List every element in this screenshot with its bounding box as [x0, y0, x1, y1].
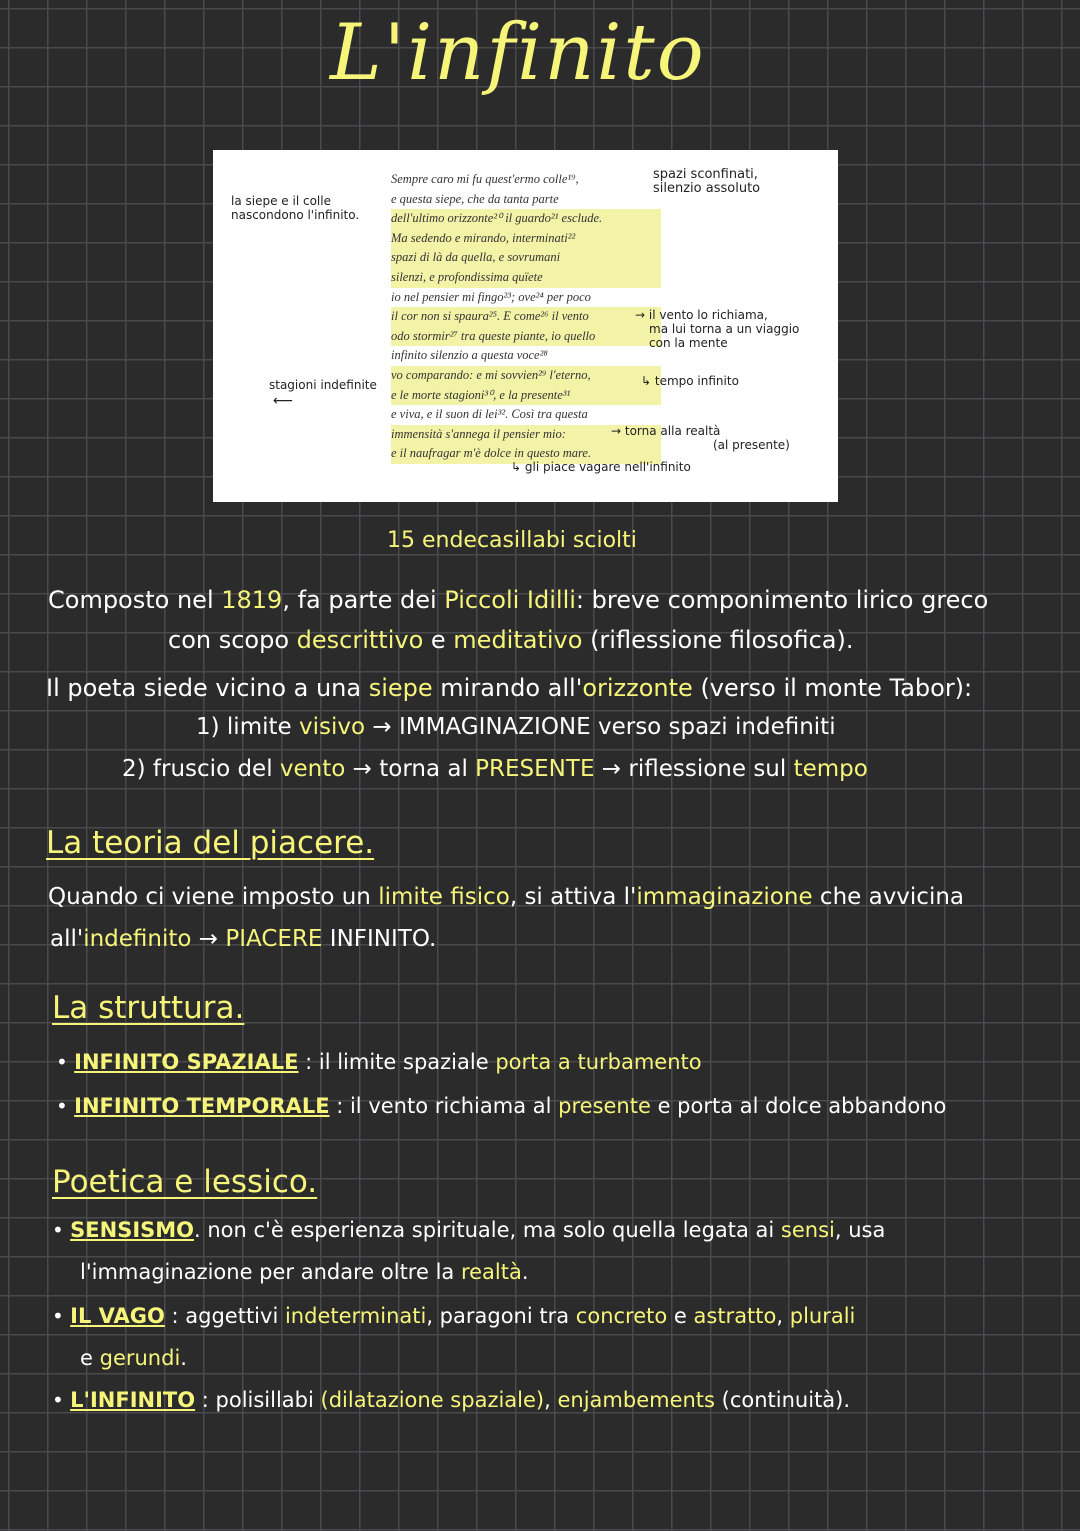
- arrow-right-icon: →: [611, 424, 625, 438]
- poem-line: odo stormir²⁷ tra queste piante, io quello: [391, 327, 661, 347]
- intro-line-5: 2) fruscio del vento → torna al PRESENTE → riflessione sul tempo: [122, 756, 868, 782]
- note-siepe: la siepe e il colle nascondono l'infinito.: [231, 194, 360, 222]
- arrow-left-icon: ⟵: [273, 393, 294, 409]
- struttura-bullet-2: • INFINITO TEMPORALE : il vento richiama al presente e porta al dolce abbandono: [56, 1094, 947, 1118]
- poetica-bullet-3: • L'INFINITO : polisillabi (dilatazione spaziale), enjambements (continuità).: [52, 1388, 851, 1412]
- poem-line: e viva, e il suon di lei³². Così tra questa: [391, 407, 588, 422]
- arrow-right-icon: →: [635, 308, 649, 322]
- section-heading-teoria: La teoria del piacere.: [46, 825, 375, 861]
- intro-line-2: con scopo descrittivo e meditativo (riflessione filosofica).: [168, 626, 854, 654]
- poem-line: spazi di là da quella, e sovrumani: [391, 248, 661, 268]
- poem-line: Ma sedendo e mirando, interminati²²: [391, 229, 661, 249]
- arrow-right-icon: ↳: [641, 374, 655, 388]
- poem-line: silenzi, e profondissima quïete: [391, 268, 661, 288]
- arrow-right-icon: ↳: [511, 460, 525, 474]
- poetica-bullet-1-cont: l'immaginazione per andare oltre la realtà.: [80, 1260, 529, 1284]
- poem-line: vo comparando: e mi sovvien²⁹ l'eterno,: [391, 366, 661, 386]
- intro-line-4: 1) limite visivo → IMMAGINAZIONE verso spazi indefiniti: [196, 714, 836, 740]
- poetica-bullet-1: • SENSISMO. non c'è esperienza spirituale, ma solo quella legata ai sensi, usa: [52, 1218, 886, 1242]
- intro-line-1: Composto nel 1819, fa parte dei Piccoli Idilli: breve componimento lirico greco: [48, 586, 989, 614]
- teoria-line-2: all'indefinito → PIACERE INFINITO.: [50, 926, 437, 952]
- poem-line: Sempre caro mi fu quest'ermo colle¹⁹,: [391, 172, 579, 186]
- meter-subtitle: 15 endecasillabi sciolti: [387, 528, 637, 553]
- page-title: L'infinito: [330, 8, 706, 98]
- poem-excerpt: [213, 150, 838, 502]
- poetica-bullet-2: • IL VAGO : aggettivi indeterminati, paragoni tra concreto e astratto, plurali: [52, 1304, 856, 1328]
- note-spazi: spazi sconfinati, silenzio assoluto: [653, 167, 761, 196]
- note-vento: → il vento lo richiama, ma lui torna a un viaggio con la mente: [635, 308, 800, 350]
- poem-line: il cor non si spaura²⁵. E come²⁶ il vento: [391, 307, 661, 327]
- section-heading-poetica: Poetica e lessico.: [52, 1164, 318, 1200]
- poem-line: dell'ultimo orizzonte²⁰ il guardo²¹ esclude.: [391, 209, 661, 229]
- intro-line-3: Il poeta siede vicino a una siepe mirando all'orizzonte (verso il monte Tabor):: [46, 674, 973, 702]
- poem-line: e il naufragar m'è dolce in questo mare.: [391, 444, 661, 464]
- note-stagioni: stagioni indefinite: [269, 378, 377, 392]
- poem-line: e le morte stagioni³⁰, e la presente³¹: [391, 386, 661, 406]
- note-realta: → torna alla realtà (al presente): [611, 424, 790, 452]
- poem-line: infinito silenzio a questa voce²⁸: [391, 348, 548, 363]
- poem-lines: [391, 170, 661, 464]
- poetica-bullet-2-cont: e gerundi.: [80, 1346, 187, 1370]
- struttura-bullet-1: • INFINITO SPAZIALE : il limite spaziale porta a turbamento: [56, 1050, 702, 1074]
- teoria-line-1: Quando ci viene imposto un limite fisico, si attiva l'immaginazione che avvicina: [48, 884, 965, 910]
- poem-line: io nel pensier mi fingo²³; ove²⁴ per poco: [391, 289, 591, 304]
- poem-line: e questa siepe, che da tanta parte: [391, 191, 559, 206]
- note-tempo: ↳ tempo infinito: [641, 374, 739, 388]
- section-heading-struttura: La struttura.: [52, 990, 245, 1026]
- note-vagare: ↳ gli piace vagare nell'infinito: [511, 460, 691, 474]
- poem-line: immensità s'annega il pensier mio:: [391, 425, 661, 445]
